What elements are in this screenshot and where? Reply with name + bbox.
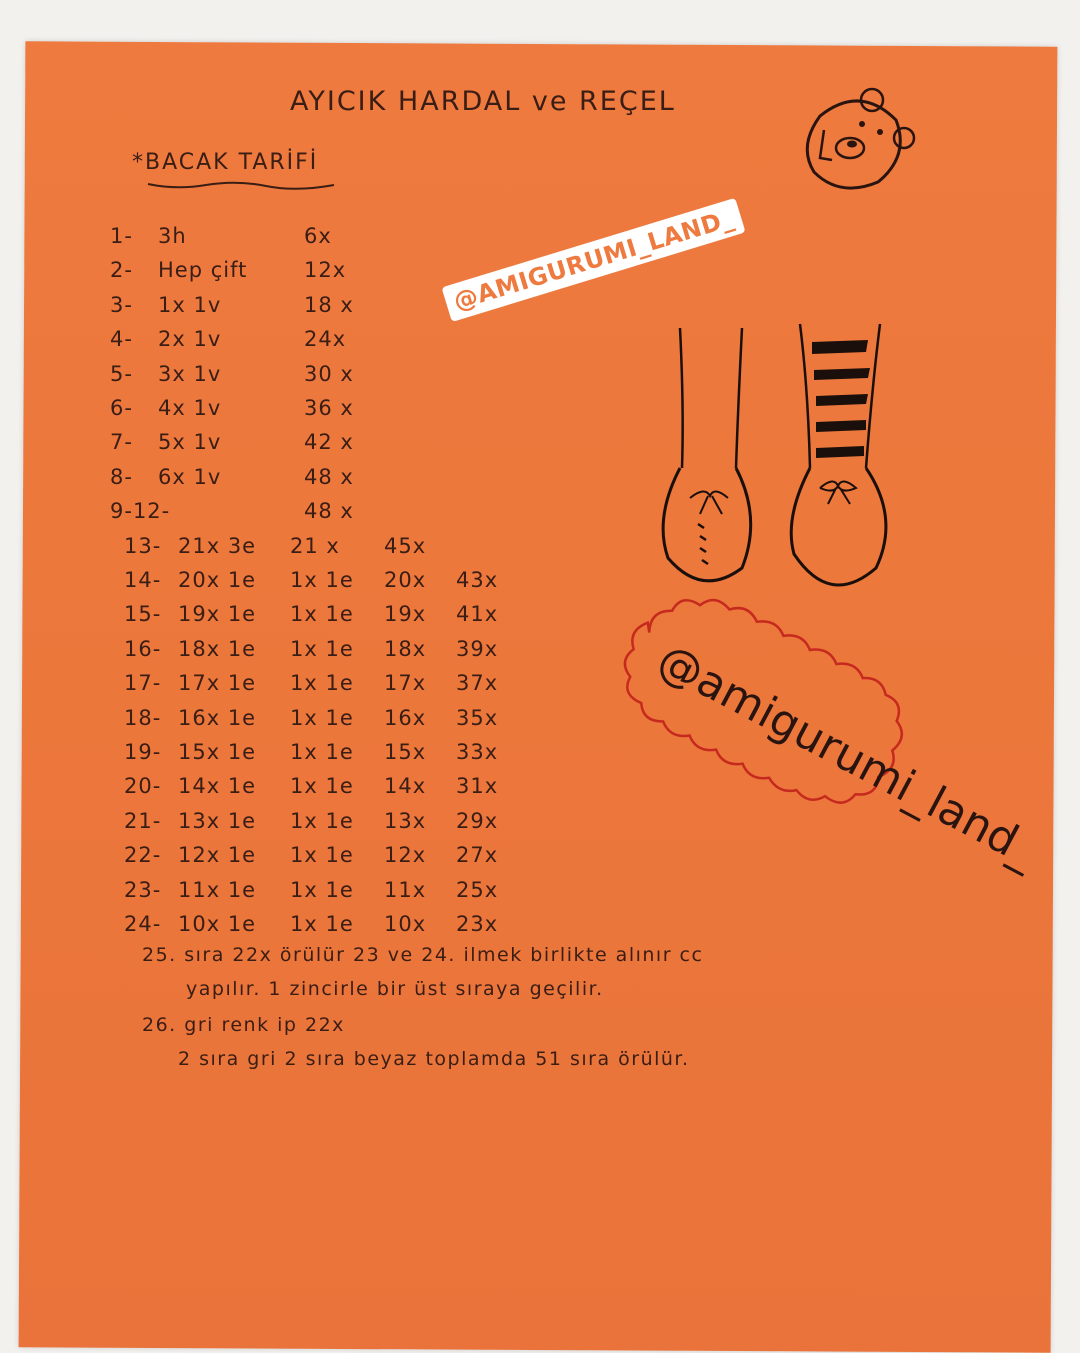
recipe-cell-c: 24x xyxy=(304,327,347,352)
cloud-handle-badge xyxy=(580,600,1046,900)
recipe-cell-n: 15- xyxy=(124,602,162,627)
handle-sticker: @AMIGURUMI_LAND_ xyxy=(441,198,745,322)
recipe-cell-n: 1- xyxy=(110,224,133,248)
recipe-cell-b: 1x 1e xyxy=(290,774,354,799)
recipe-cell-c: 10x xyxy=(384,912,427,936)
recipe-cell-c: 20x xyxy=(384,568,427,592)
recipe-cell-a: 6x 1v xyxy=(158,464,222,489)
recipe-cell-c: 18x xyxy=(384,636,427,661)
recipe-cell-b: 21 x xyxy=(290,533,340,558)
recipe-cell-b: 1x 1e xyxy=(290,843,354,868)
recipe-cell-a: 1x 1v xyxy=(158,292,222,317)
recipe-cell-n: 23- xyxy=(124,877,162,902)
recipe-cell-a: 18x 1e xyxy=(178,636,257,661)
recipe-cell-b: 1x 1e xyxy=(290,705,354,730)
recipe-cell-c: 36 x xyxy=(304,396,354,420)
recipe-paragraph-line-2: yapılır. 1 zincirle bir üst sıraya geçilir. xyxy=(186,978,604,1000)
recipe-cell-n: 21- xyxy=(124,808,162,833)
recipe-cell-c: 12x xyxy=(384,843,427,868)
recipe-cell-n: 14- xyxy=(124,568,162,592)
recipe-cell-a: 21x 3e xyxy=(178,533,257,558)
recipe-cell-d: 43x xyxy=(456,568,499,592)
recipe-cell-c: 6x xyxy=(304,224,332,248)
recipe-cell-n: 13- xyxy=(124,533,162,558)
recipe-cell-n: 7- xyxy=(110,430,133,455)
recipe-cell-n: 22- xyxy=(124,843,162,868)
recipe-cell-d: 25x xyxy=(456,877,499,902)
recipe-cell-b: 1x 1e xyxy=(290,912,354,936)
recipe-cell-n: 8- xyxy=(110,464,133,489)
recipe-cell-c: 48 x xyxy=(304,499,354,524)
heading-underline xyxy=(146,182,336,190)
recipe-cell-c: 13x xyxy=(384,808,427,833)
recipe-cell-b: 1x 1e xyxy=(290,568,354,592)
recipe-cell-b: 1x 1e xyxy=(290,740,354,764)
recipe-cell-d: 37x xyxy=(456,671,499,696)
recipe-cell-c: 11x xyxy=(384,877,427,902)
recipe-cell-a: 12x 1e xyxy=(178,843,257,868)
recipe-cell-a: 4x 1v xyxy=(158,396,222,420)
recipe-cell-a: 15x 1e xyxy=(178,740,257,764)
recipe-cell-a: 10x 1e xyxy=(178,912,257,936)
recipe-cell-c: 15x xyxy=(384,740,427,764)
recipe-cell-n: 9-12- xyxy=(110,499,171,524)
section-heading: *BACAK TARİFİ xyxy=(132,150,319,175)
recipe-cell-a: 5x 1v xyxy=(158,430,222,455)
recipe-cell-a: 19x 1e xyxy=(178,602,257,627)
page-title: AYICIK HARDAL ve REÇEL xyxy=(290,86,676,117)
recipe-cell-d: 23x xyxy=(456,912,499,936)
recipe-cell-n: 5- xyxy=(110,361,133,386)
recipe-cell-n: 3- xyxy=(110,292,133,317)
recipe-cell-n: 17- xyxy=(124,671,162,696)
recipe-paragraph-line-3: 26. gri renk ip 22x xyxy=(142,1014,345,1036)
recipe-cell-a: 20x 1e xyxy=(178,568,257,592)
leg-sketch-striped xyxy=(780,318,900,598)
recipe-cell-c: 17x xyxy=(384,671,427,696)
recipe-cell-n: 20- xyxy=(124,774,162,799)
recipe-cell-c: 14x xyxy=(384,774,427,799)
recipe-cell-d: 39x xyxy=(456,636,499,661)
recipe-cell-c: 30 x xyxy=(304,361,354,386)
recipe-cell-b: 1x 1e xyxy=(290,636,354,661)
recipe-cell-a: 3h xyxy=(158,224,187,248)
recipe-cell-d: 29x xyxy=(456,808,499,833)
recipe-cell-n: 4- xyxy=(110,327,133,352)
recipe-cell-d: 27x xyxy=(456,843,499,868)
handle-handwritten: @amigurumi_land_ xyxy=(649,634,1046,878)
recipe-cell-n: 18- xyxy=(124,705,162,730)
recipe-cell-d: 41x xyxy=(456,602,499,627)
recipe-cell-c: 18 x xyxy=(304,292,354,317)
recipe-cell-n: 6- xyxy=(110,396,133,420)
recipe-cell-b: 1x 1e xyxy=(290,877,354,902)
recipe-cell-a: 17x 1e xyxy=(178,671,257,696)
recipe-cell-c: 19x xyxy=(384,602,427,627)
recipe-cell-a: 16x 1e xyxy=(178,705,257,730)
recipe-cell-c: 12x xyxy=(304,258,347,283)
recipe-cell-a: 14x 1e xyxy=(178,774,257,799)
recipe-cell-c: 45x xyxy=(384,533,427,558)
recipe-cell-n: 2- xyxy=(110,258,133,283)
recipe-paragraph-line-1: 25. sıra 22x örülür 23 ve 24. ilmek birlikte alınır cc xyxy=(142,944,704,966)
recipe-cell-b: 1x 1e xyxy=(290,602,354,627)
recipe-cell-d: 31x xyxy=(456,774,499,799)
recipe-cell-a: 13x 1e xyxy=(178,808,257,833)
recipe-cell-a: 3x 1v xyxy=(158,361,222,386)
recipe-cell-c: 42 x xyxy=(304,430,354,455)
recipe-cell-d: 35x xyxy=(456,705,499,730)
recipe-cell-d: 33x xyxy=(456,740,499,764)
recipe-cell-b: 1x 1e xyxy=(290,671,354,696)
bear-logo-icon xyxy=(800,86,918,196)
recipe-cell-c: 16x xyxy=(384,705,427,730)
recipe-cell-n: 24- xyxy=(124,912,162,936)
recipe-cell-n: 16- xyxy=(124,636,162,661)
recipe-cell-n: 19- xyxy=(124,740,162,764)
recipe-cell-a: Hep çift xyxy=(158,258,248,283)
recipe-cell-b: 1x 1e xyxy=(290,808,354,833)
recipe-cell-a: 11x 1e xyxy=(178,877,257,902)
recipe-paragraph-line-4: 2 sıra gri 2 sıra beyaz toplamda 51 sıra örülür. xyxy=(178,1048,690,1070)
recipe-cell-c: 48 x xyxy=(304,464,354,489)
recipe-cell-a: 2x 1v xyxy=(158,327,222,352)
